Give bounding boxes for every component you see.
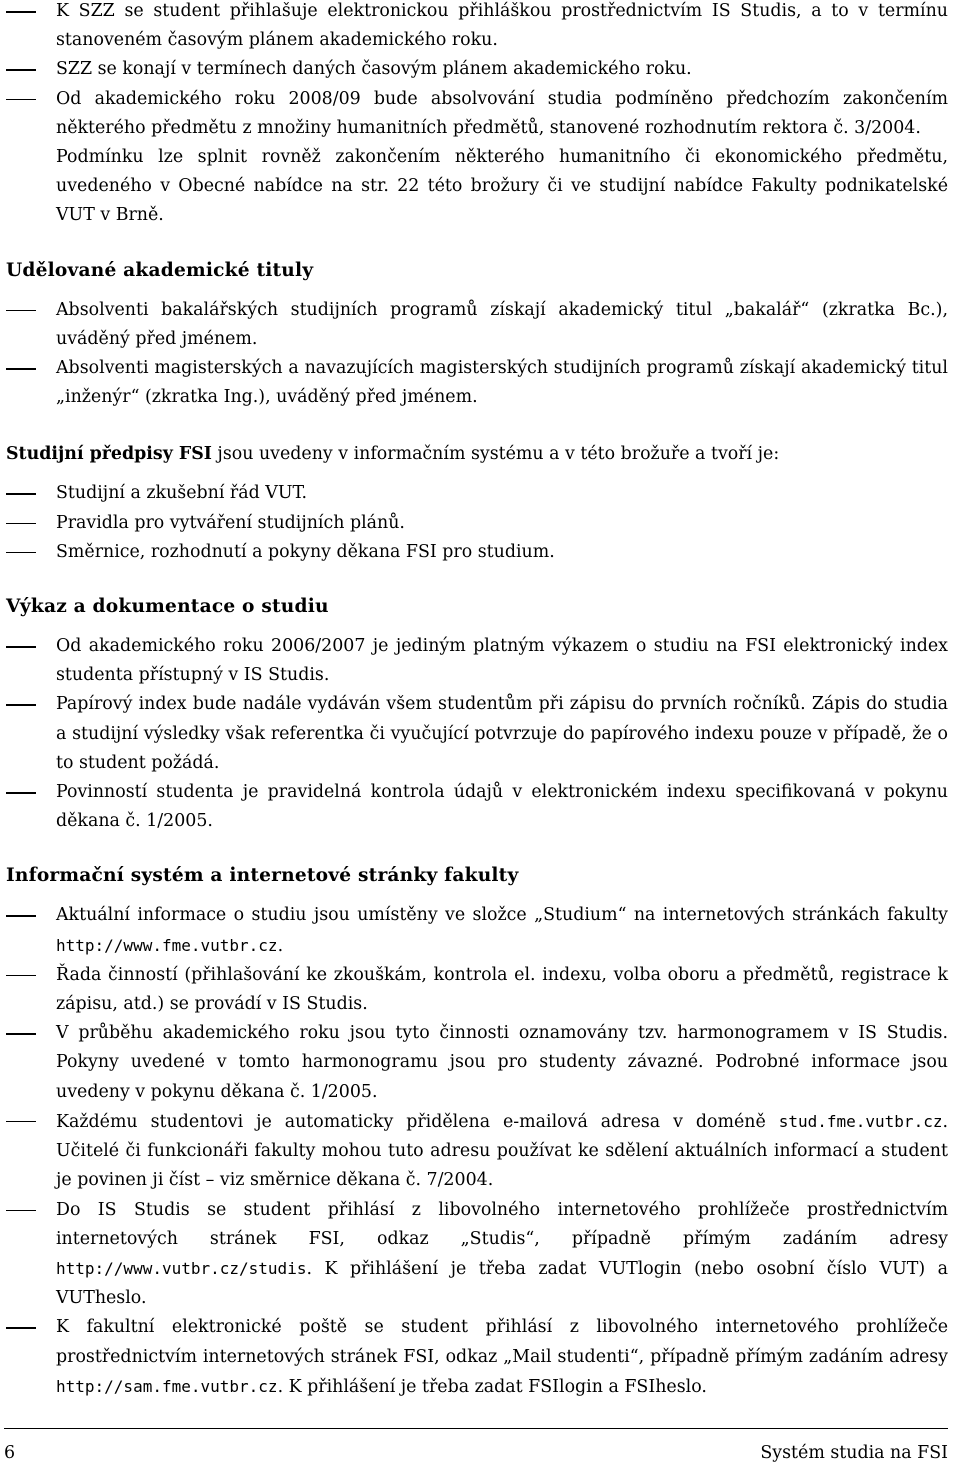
list-item: Každému studentovi je automaticky přidělena e-mailová adresa v doméně stud.fme.vutbr.cz. Učitelé či funkcionáři fakulty mohou tuto adresu používat ke sdělení aktuálních informací a student je povinen ji číst – viz směrnice děkana č. 7/2004. — [6, 1107, 948, 1196]
list-item: Pravidla pro vytváření studijních plánů. — [6, 509, 948, 538]
list-item: Povinností studenta je pravidelná kontrola údajů v elektronickém indexu specifikovaná v pokynu děkana č. 1/2005. — [6, 778, 948, 836]
email-domain: stud.fme.vutbr.cz — [778, 1111, 943, 1131]
dash-bullet — [6, 1327, 36, 1329]
top-list — [6, 0, 948, 143]
dash-bullet — [6, 975, 36, 977]
dash-bullet — [6, 368, 36, 370]
dash-bullet — [6, 704, 36, 706]
dash-bullet — [6, 523, 36, 525]
dash-bullet — [6, 1210, 36, 1212]
dash-bullet — [6, 493, 36, 495]
predpisy-intro-text: jsou uvedeny v informačním systému a v této brožuře a tvoří je: — [211, 444, 780, 465]
list-item: Směrnice, rozhodnutí a pokyny děkana FSI pro studium. — [6, 538, 948, 567]
list-item: Od akademického roku 2006/2007 je jediným platným výkazem o studiu na FSI elektronický index studenta přístupný v IS Studis. — [6, 632, 948, 690]
list-item: V průběhu akademického roku jsou tyto činnosti oznamovány tzv. harmonogramem v IS Studis. Pokyny uvedené v tomto harmonogramu jsou pro studenty závazné. Podrobné informace jsou uvedeny v pokynu děkana č. 1/2005. — [6, 1019, 948, 1107]
document-page — [6, 0, 948, 1402]
dash-bullet — [6, 99, 36, 101]
list-item: Do IS Studis se student přihlásí z libovolného internetového prohlížeče prostřednictvím internetových stránek FSI, odkaz „Studis“, případně přímým zadáním adresy http://www.vutbr.cz/studis. K přihlášení je třeba zadat VUTlogin (nebo osobní číslo VUT) a VUTheslo. — [6, 1196, 948, 1314]
list-item: Absolventi magisterských a navazujících magisterských studijních programů získají akademický titul „inženýr“ (zkratka Ing.), uváděný před jménem. — [6, 354, 948, 412]
running-title: Systém studia na FSI — [760, 1443, 948, 1463]
info-list — [6, 901, 948, 1401]
mail-url[interactable]: http://sam.fme.vutbr.cz — [56, 1376, 278, 1396]
list-continuation — [6, 143, 948, 231]
section-heading-info: Informační systém a internetové stránky fakulty — [6, 865, 519, 887]
section-heading-tituly: Udělované akademické tituly — [6, 259, 314, 281]
predpisy-intro — [6, 440, 948, 469]
dash-bullet — [6, 792, 36, 794]
page-number: 6 — [4, 1443, 16, 1463]
page-footer — [4, 1428, 948, 1463]
list-item: Absolventi bakalářských studijních programů získají akademický titul „bakalář“ (zkratka Bc.), uváděný před jménem. — [6, 296, 948, 354]
dash-bullet — [6, 646, 36, 648]
dash-bullet — [6, 69, 36, 71]
list-item: Papírový index bude nadále vydáván všem studentům při zápisu do prvních ročníků. Zápis do studia a studijní výsledky však referentka či vyučující potvrzuje do papírového indexu pouze v případě, že o to student požádá. — [6, 690, 948, 778]
tituly-list — [6, 296, 948, 413]
predpisy-list — [6, 479, 948, 567]
section-heading-predpisy: Studijní předpisy FSI — [6, 444, 212, 465]
dash-bullet — [6, 1033, 36, 1035]
list-item: Studijní a zkušební řád VUT. — [6, 479, 948, 508]
list-item: Od akademického roku 2008/09 bude absolvování studia podmíněno předchozím zakončením některého předmětu z množiny humanitních předmětů, stanovené rozhodnutím rektora č. 3/2004. — [6, 85, 948, 143]
list-item: K fakultní elektronické poště se student přihlásí z libovolného internetového prohlížeče prostřednictvím internetových stránek FSI, odkaz „Mail studenti“, případně přímým zadáním adresy http://sam.fme.vutbr.cz. K přihlášení je třeba zadat FSIlogin a FSIheslo. — [6, 1313, 948, 1402]
list-item: Řada činností (přihlašování ke zkouškám, kontrola el. indexu, volba oboru a předmětů, registrace k zápisu, atd.) se provádí v IS Studis. — [6, 961, 948, 1019]
dash-bullet — [6, 552, 36, 554]
vykaz-list — [6, 632, 948, 836]
continuation-paragraph: Podmínku lze splnit rovněž zakončením některého humanitního či ekonomického předmětu, uvedeného v Obecné nabídce na str. 22 této brožury či ve studijní nabídce Fakulty podnikatelské VUT v Brně. — [56, 147, 948, 226]
dash-bullet — [6, 310, 36, 312]
list-item: Aktuální informace o studiu jsou umístěny ve složce „Studium“ na internetových stránkách fakulty http://www.fme.vutbr.cz. — [6, 901, 948, 960]
dash-bullet — [6, 1121, 36, 1123]
fme-website-url[interactable]: http://www.fme.vutbr.cz — [56, 935, 278, 955]
studis-url[interactable]: http://www.vutbr.cz/studis — [56, 1258, 307, 1278]
dash-bullet — [6, 11, 36, 13]
section-heading-vykaz: Výkaz a dokumentace o studiu — [6, 596, 329, 618]
list-item: K SZZ se student přihlašuje elektronickou přihláškou prostřednictvím IS Studis, a to v termínu stanoveném časovým plánem akademického roku. — [6, 0, 948, 55]
list-item: SZZ se konají v termínech daných časovým plánem akademického roku. — [6, 55, 948, 84]
dash-bullet — [6, 915, 36, 917]
